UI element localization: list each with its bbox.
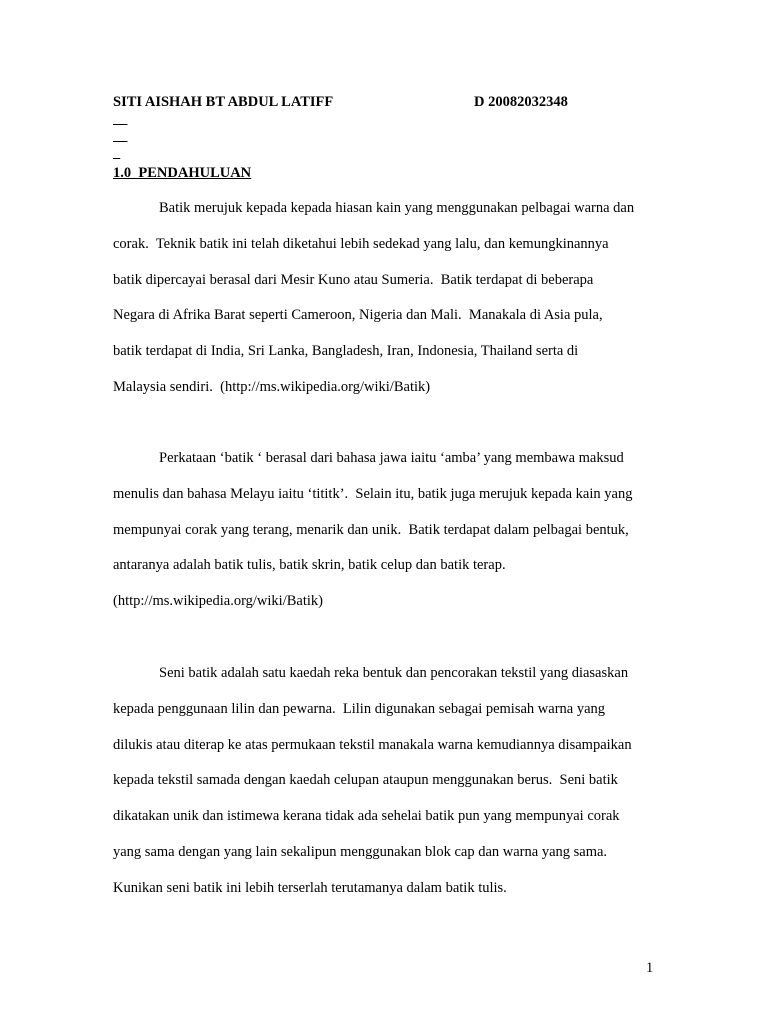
paragraph-line: Seni batik adalah satu kaedah reka bentuk dan pencorakan tekstil yang diasaskan — [159, 665, 629, 681]
paragraph-line: yang sama dengan yang lain sekalipun menggunakan blok cap dan warna yang sama. — [113, 843, 608, 860]
paragraph-line: batik terdapat di India, Sri Lanka, Bangladesh, Iran, Indonesia, Thailand serta di — [113, 343, 579, 360]
page-number: 1 — [646, 960, 654, 976]
paragraph-line: batik dipercayai berasal dari Mesir Kuno atau Sumeria. Batik terdapat di beberapa — [113, 271, 594, 288]
paragraph-line: (http://ms.wikipedia.org/wiki/Batik) — [113, 593, 323, 610]
paragraph-3 — [113, 656, 673, 907]
author-name: SITI AISHAH BT ABDUL LATIFF — [113, 94, 337, 110]
paragraph-line: Perkataan ‘batik ‘ berasal dari bahasa jawa iaitu ‘amba’ yang membawa maksud — [159, 450, 624, 466]
paragraph-2 — [113, 441, 673, 620]
paragraph-line: dikatakan unik dan istimewa kerana tidak ada sehelai batik pun yang mempunyai corak — [113, 808, 620, 825]
paragraph-line: Negara di Afrika Barat seperti Cameroon, Nigeria dan Mali. Manakala di Asia pula, — [113, 307, 603, 324]
paragraph-line: Kunikan seni batik ini lebih terserlah terutamanya dalam batik tulis. — [113, 879, 507, 896]
section-heading: 1.0 PENDAHULUAN — [113, 165, 252, 181]
student-id: D 20082032348 — [474, 94, 568, 110]
paragraph-line: kepada tekstil samada dengan kaedah celupan ataupun menggunakan berus. Seni batik — [113, 772, 618, 789]
paragraph-line: menulis dan bahasa Melayu iaitu ‘tititk’. Selain itu, batik juga merujuk kepada kain yang — [113, 485, 633, 502]
document-header — [113, 94, 673, 114]
paragraph-1 — [113, 191, 673, 406]
paragraph-line: antaranya adalah batik tulis, batik skrin, batik celup dan batik terap. — [113, 557, 506, 574]
paragraph-line: dilukis atau diterap ke atas permukaan tekstil manakala warna kemudiannya disampaikan — [113, 736, 632, 753]
paragraph-line: corak. Teknik batik ini telah diketahui lebih sedekad yang lalu, dan kemungkinannya — [113, 235, 609, 252]
paragraph-line: Batik merujuk kepada kepada hiasan kain yang menggunakan pelbagai warna dan — [159, 200, 635, 216]
paragraph-line: mempunyai corak yang terang, menarik dan unik. Batik terdapat dalam pelbagai bentuk, — [113, 521, 629, 538]
paragraph-line: Malaysia sendiri. (http://ms.wikipedia.org/wiki/Batik) — [113, 378, 431, 395]
paragraph-line: kepada penggunaan lilin dan pewarna. Lilin digunakan sebagai pemisah warna yang — [113, 700, 606, 717]
